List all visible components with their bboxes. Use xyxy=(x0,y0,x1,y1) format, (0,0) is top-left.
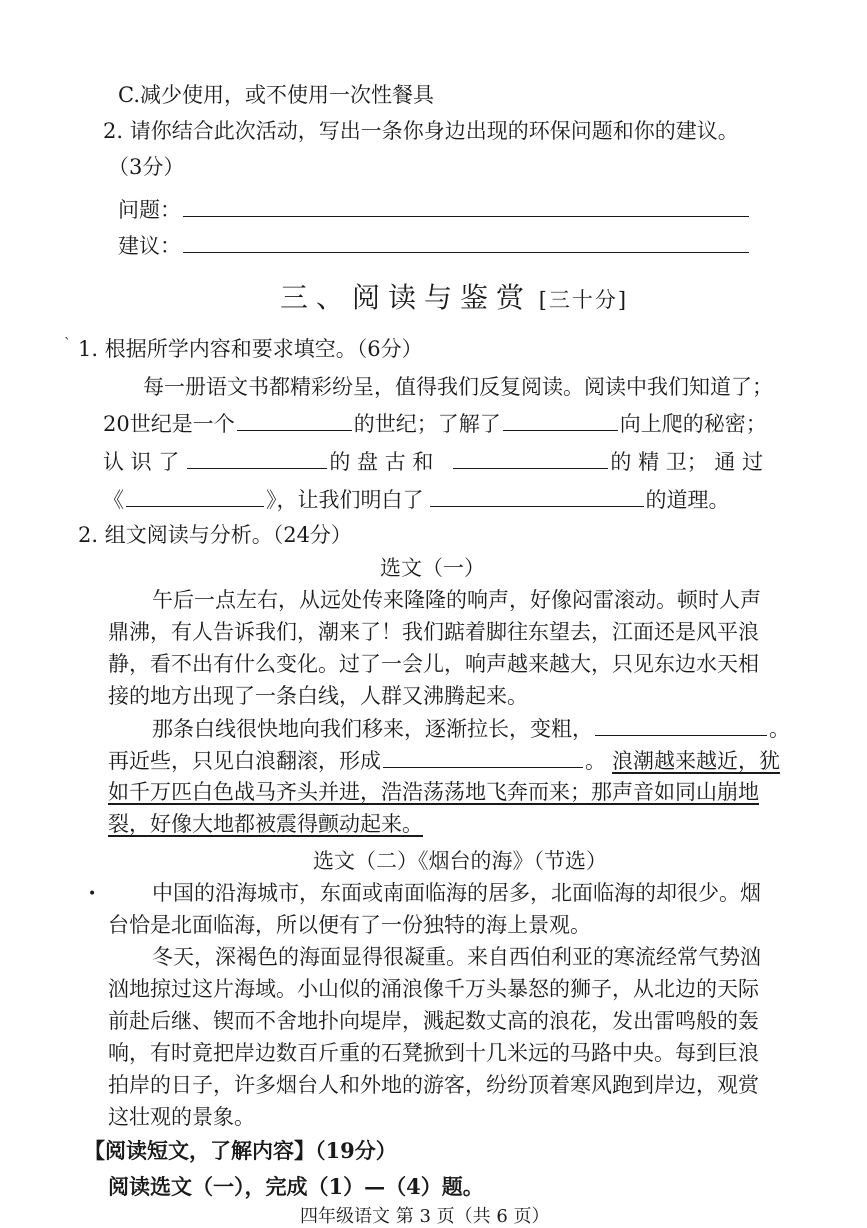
sel1-underlined-3: 裂，好像大地都被震得颤动起来。 xyxy=(108,812,423,836)
scan-speck: ` xyxy=(64,336,71,352)
question-2-score: （3分） xyxy=(108,155,185,179)
sel2-p2-line-4: 响，有时竟把岸边数百斤重的石凳掀到十几米远的马路中央。每到巨浪 xyxy=(108,1041,759,1065)
sel2-p2-line-2: 汹地掠过这片海域。小山似的涌浪像千万头暴怒的狮子，从北边的天际 xyxy=(108,977,759,1001)
sel2-p1-line-1: 中国的沿海城市，东面或南面临海的居多，北面临海的却很少。烟 xyxy=(152,881,761,905)
q1-blank-4[interactable] xyxy=(453,446,608,469)
q1-blank-1[interactable] xyxy=(237,408,352,431)
q1-line-1: 每一册语文书都精彩纷呈，值得我们反复阅读。阅读中我们知道了； xyxy=(143,375,773,399)
sel1-p1-line-3: 静，看不出有什么变化。过了一会儿，响声越来越大，只见东边水天相 xyxy=(108,652,759,676)
sel2-p2-line-6: 这壮观的景象。 xyxy=(108,1105,255,1129)
sel1-p1-line-4: 接的地方出现了一条白线，人群又沸腾起来。 xyxy=(108,684,528,708)
sel1-p1-line-1: 午后一点左右，从远处传来隆隆的响声，好像闷雷滚动。顿时人声 xyxy=(152,588,761,612)
selection-1-title: 选文（一） xyxy=(380,556,485,580)
section-3-heading xyxy=(280,280,628,318)
scan-speck: • xyxy=(88,886,97,902)
sel1-p2-d: 。 xyxy=(585,749,606,773)
reading-instruction: 阅读选文（一），完成（1）—（4）题。 xyxy=(108,1174,484,1199)
selection-2-title: 选文（二）《烟台的海》（节选） xyxy=(313,849,607,873)
q1-line-2 xyxy=(103,408,767,439)
q1-line-3-b: 的 盘 古 和 xyxy=(329,450,434,474)
q1-line-4-c: 的道理。 xyxy=(645,488,730,512)
problem-row xyxy=(118,194,751,225)
sel1-underlined-2: 如千万匹白色战马齐头并进，浩浩荡荡地飞奔而来；那声音如同山崩地 xyxy=(108,780,759,804)
question-2-env: 2. 请你结合此次活动，写出一条你身边出现的环保问题和你的建议。 xyxy=(103,119,739,143)
sel2-p1-line-2: 台恰是北面临海，所以便有了一份独特的海上景观。 xyxy=(108,913,591,937)
sel1-p2-c: 再近些，只见白浪翻滚，形成 xyxy=(108,749,381,773)
sel1-blank-2[interactable] xyxy=(383,745,583,768)
suggest-label: 建议： xyxy=(118,234,181,258)
q1-line-2-a: 20世纪是一个 xyxy=(103,412,235,436)
q1-line-4-b: 》，让我们明白了 xyxy=(266,488,424,512)
q1-blank-6[interactable] xyxy=(430,484,644,507)
sel2-p2-line-1: 冬天，深褐色的海面显得很凝重。来自西伯利亚的寒流经常气势汹 xyxy=(152,945,761,969)
q1-blank-2[interactable] xyxy=(503,408,618,431)
q1-line-3-c: 的 精 卫； 通 过 xyxy=(610,450,764,474)
problem-label: 问题： xyxy=(118,198,181,222)
sel1-p2-b: 。 xyxy=(769,717,790,741)
page-footer: 四年级语文 第 3 页（共 6 页） xyxy=(300,1206,550,1227)
q1-blank-5[interactable] xyxy=(126,484,264,507)
reading-sub-heading: 【阅读短文，了解内容】（19分） xyxy=(84,1138,397,1163)
q1-blank-3[interactable] xyxy=(187,446,327,469)
q1-line-4 xyxy=(103,484,730,515)
sel1-underlined-1: 浪潮越来越近，犹 xyxy=(612,749,780,773)
q1-line-3-a: 认 识 了 xyxy=(103,450,180,474)
q1-title: 1. 根据所学内容和要求填空。（6分） xyxy=(78,337,423,361)
sel1-p2-line-2 xyxy=(108,745,780,776)
q1-line-2-c: 向上爬的秘密； xyxy=(619,412,767,436)
section-3-title: 三、阅读与鉴赏 xyxy=(280,281,533,314)
sel1-blank-1[interactable] xyxy=(595,713,767,736)
q1-line-2-b: 的世纪；了解了 xyxy=(353,412,501,436)
q2-title: 2. 组文阅读与分析。（24分） xyxy=(78,523,352,547)
section-3-score: [三十分] xyxy=(538,288,629,312)
option-c: C.减少使用，或不使用一次性餐具 xyxy=(118,83,434,107)
sel1-p2-a: 那条白线很快地向我们移来，逐渐拉长，变粗， xyxy=(152,717,593,741)
q1-line-4-a: 《 xyxy=(103,488,124,512)
sel2-p2-line-5: 拍岸的日子，许多烟台人和外地的游客，纷纷顶着寒风跑到岸边，观赏 xyxy=(108,1073,759,1097)
suggest-row xyxy=(118,230,751,261)
q1-line-3 xyxy=(103,446,763,477)
suggest-answer-line[interactable] xyxy=(183,230,749,253)
sel1-p2-line-1 xyxy=(152,713,790,744)
problem-answer-line[interactable] xyxy=(183,194,749,217)
sel2-p2-line-3: 前赴后继、锲而不舍地扑向堤岸，溅起数丈高的浪花，发出雷鸣般的轰 xyxy=(108,1009,759,1033)
sel1-p1-line-2: 鼎沸，有人告诉我们，潮来了！我们踮着脚往东望去，江面还是风平浪 xyxy=(108,620,759,644)
